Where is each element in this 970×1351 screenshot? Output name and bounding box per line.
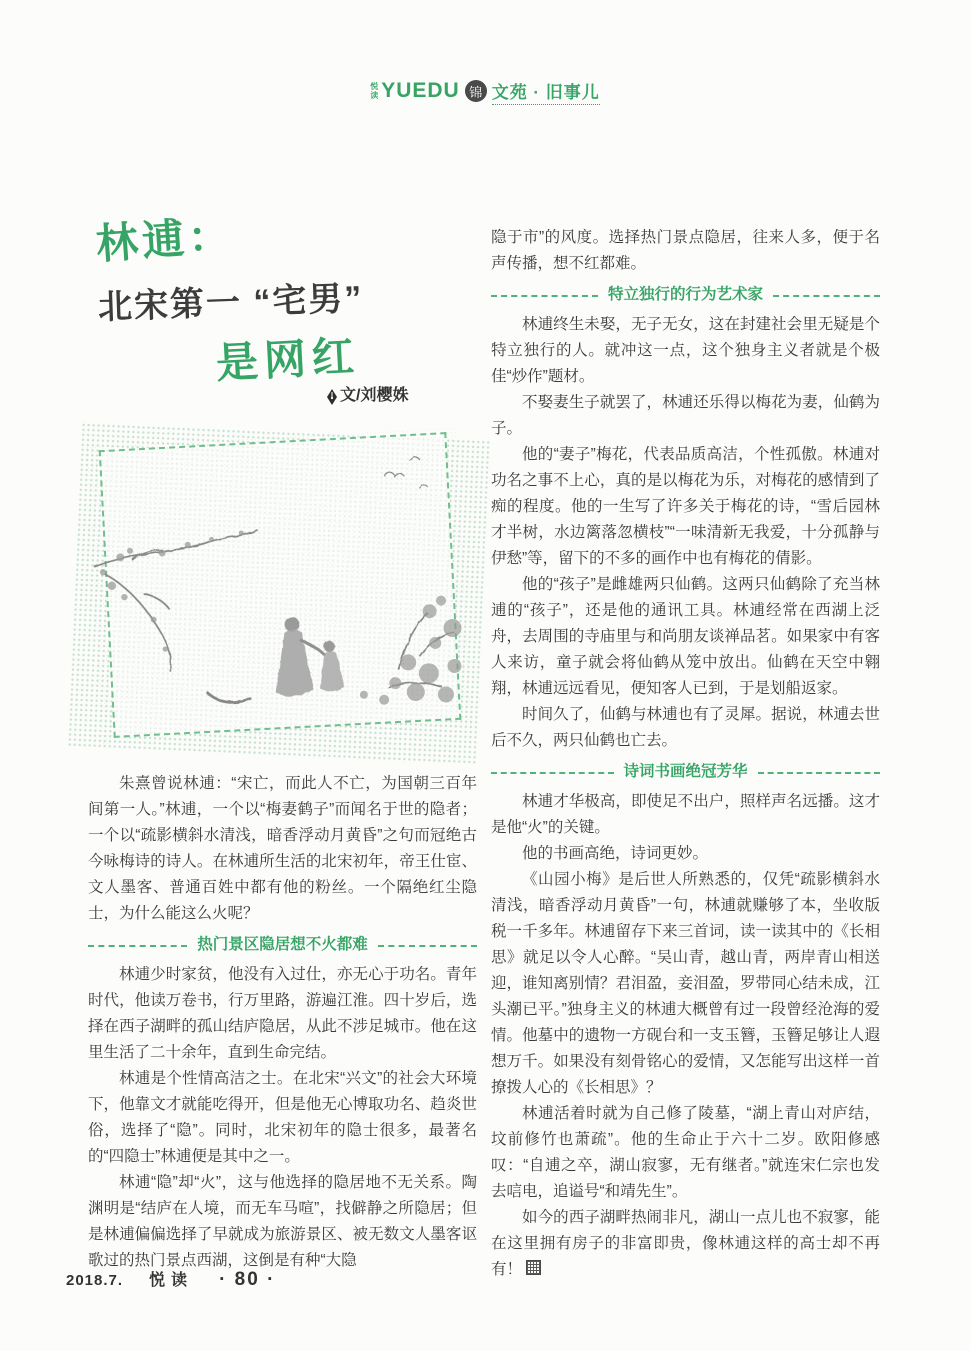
page-footer [66, 1267, 275, 1291]
author-byline [326, 383, 408, 409]
paragraph: 《山园小梅》是后世人所熟悉的，仅凭“疏影横斜水清浅，暗香浮动月黄昏”一句，林逋就赚够了本，坐收版税一千多年。林逋留存下来三首词，读一读其中的《长相思》就足以令人心醉。“吴山青，越山青，两岸青山相送迎，谁知离别情？君泪盈，妾泪盈，罗带同心结未成，江头潮已平。”独身主义的林逋大概曾有过一段曾经沧海的爱情。他墓中的遗物一方砚台和一支玉簪，玉簪足够让人遐想万千。如果没有刻骨铭心的爱情，又怎能写出这样一首撩拨人心的《长相思》？ [491, 871, 880, 1096]
brand-prefix-bottom: 读 [370, 91, 379, 100]
pen-nib-icon [326, 388, 338, 404]
paragraph: 朱熹曾说林逋：“宋亡，而此人不亡，为国朝三百年间第一人。”林逋，一个以“梅妻鹤子”而闻名于世的隐者；一个以“疏影横斜水清浅，暗香浮动月黄昏”之句而冠绝古今咏梅诗的诗人。在林逋所生活的北宋初年，帝王仕宦、文人墨客、普通百姓中都有他的粉丝。一个隔绝红尘隐士，为什么能这么火呢？ [88, 775, 477, 922]
paragraph: 林逋才华极高，即使足不出户，照样声名远播。这才是他“火”的关键。 [491, 793, 880, 836]
section-heading-label: 诗词书画绝冠芳华 [623, 763, 748, 780]
paragraph: 林逋“隐”却“火”，这与他选择的隐居地不无关系。陶渊明是“结庐在人境，而无车马喧”，找僻静之所隐居；但是林逋偏偏选择了早就成为旅游景区、被无数文人墨客讴歌过的热门景点西湖，这倒是有种“大隐 [88, 1174, 477, 1269]
brand-badge-icon: 锦 [465, 80, 487, 102]
footer-page-number: · 80 · [219, 1269, 276, 1290]
title-line-2: 北宋第一 “宅男” [97, 279, 365, 327]
paragraph-last [491, 1205, 880, 1283]
footer-magazine-name: 悦读 [149, 1272, 194, 1289]
brand-prefix [370, 82, 378, 100]
paragraph: 隐于市”的风度。选择热门景点隐居，往来人多，便于名声传播，想不红都难。 [491, 229, 880, 272]
brand-logo-text: YUEDU [381, 79, 460, 102]
right-column [491, 225, 880, 1283]
section-heading-hot-scenic [88, 932, 477, 958]
section-heading-maverick-artist [491, 282, 880, 308]
article-title [88, 211, 477, 417]
illustration-dashed-frame [99, 432, 462, 738]
brand-prefix-top: 悦 [370, 82, 379, 91]
paragraph: 林逋是个性情高洁之士。在北宋“兴文”的社会大环境下，他靠文才就能吃得开，但是他无心博取功名、趋炎世俗，选择了“隐”。同时，北宋初年的隐士很多，最著名的“四隐士”林逋便是其中之一。 [88, 1070, 477, 1165]
paragraph: 时间久了，仙鹤与林逋也有了灵犀。据说，林逋去世后不久，两只仙鹤也亡去。 [491, 706, 880, 749]
footer-date: 2018.7. [66, 1272, 124, 1289]
header-brand [0, 78, 970, 104]
paragraph: 他的“孩子”是雌雄两只仙鹤。这两只仙鹤除了充当林逋的“孩子”，还是他的通讯工具。林逋经常在西湖上泛舟，去周围的寺庙里与和尚朋友谈禅品茗。如果家中有客人来访，童子就会将仙鹤从笼中放出。仙鹤在天空中翱翔，林逋远远看见，便知客人已到，于是划船返家。 [491, 576, 880, 697]
paragraph-text: 如今的西子湖畔热闹非凡，湖山一点儿也不寂寥，能在这里拥有房子的非富即贵，像林逋这样的高士却不再有！ [491, 1209, 880, 1278]
article-illustration [88, 425, 477, 757]
plum-crane-scholar-sketch [87, 427, 474, 744]
left-column [88, 211, 477, 1283]
section-heading-label: 特立独行的行为艺术家 [608, 286, 764, 303]
byline-text: 文/刘樱姝 [340, 387, 409, 404]
section-heading-label: 热门景区隐居想不火都难 [197, 936, 368, 953]
paragraph: 他的书画高绝，诗词更妙。 [522, 845, 709, 862]
article-body [88, 211, 880, 1283]
title-line-3: 是网红 [214, 332, 362, 387]
brand-section-label: 文苑 · 旧事儿 [492, 78, 600, 105]
paragraph: 林逋终生未娶，无子无女，这在封建社会里无疑是个特立独行的人。就冲这一点，这个独身主义者就是个极佳“炒作”题材。 [491, 316, 880, 385]
paragraph: 林逋少时家贫，他没有入过仕，亦无心于功名。青年时代，他读万卷书，行万里路，游遍江淮。四十岁后，选择在西子湖畔的孤山结庐隐居，从此不涉足城市。他在这里生活了二十余年，直到生命完结。 [88, 966, 477, 1061]
section-heading-poetry-calligraphy [491, 759, 880, 785]
title-line-1: 林逋： [94, 211, 236, 268]
paragraph: 林逋活着时就为自己修了陵墓，“湖上青山对庐结，坟前修竹也萧疏”。他的生命止于六十二岁。欧阳修感叹：“自逋之卒，湖山寂寥，无有继者。”就连宋仁宗也发去唁电，追谥号“和靖先生”。 [491, 1105, 880, 1200]
article-end-mark-icon [526, 1260, 541, 1275]
paragraph: 他的“妻子”梅花，代表品质高洁，个性孤傲。林逋对功名之事不上心，真的是以梅花为乐，对梅花的感情到了痴的程度。他的一生写了许多关于梅花的诗，“雪后园林才半树，水边篱落忽横枝”“一味清新无我爱，十分孤静与伊愁”等，留下的不多的画作中也有梅花的倩影。 [491, 446, 880, 567]
paragraph: 不娶妻生子就罢了，林逋还乐得以梅花为妻，仙鹤为子。 [491, 394, 880, 437]
